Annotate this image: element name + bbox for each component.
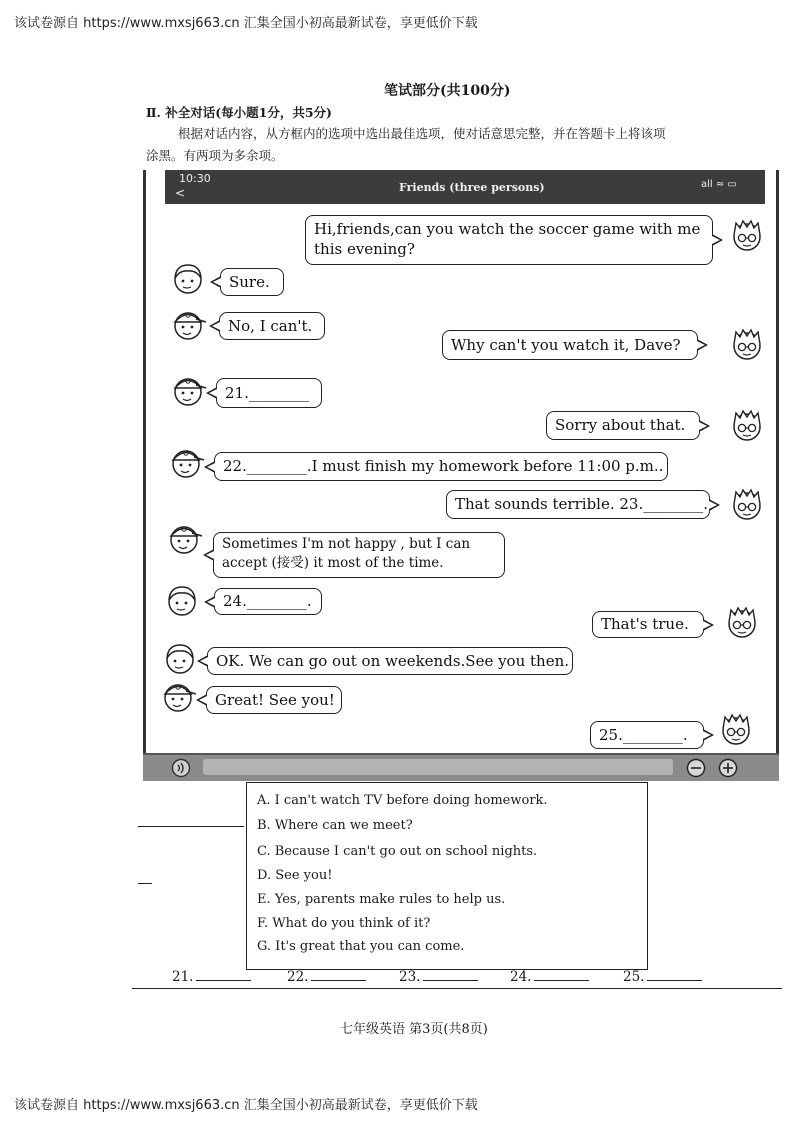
bubble-text: this evening? bbox=[314, 240, 415, 258]
avatar-glasses bbox=[716, 707, 756, 751]
back-icon[interactable]: < bbox=[175, 186, 186, 200]
chat-bubble bbox=[214, 588, 322, 615]
bubble-text: 21.________ bbox=[225, 384, 309, 402]
avatar-glasses bbox=[722, 600, 762, 644]
answer-label: 24. bbox=[510, 969, 532, 985]
chat-bubble bbox=[446, 490, 710, 519]
bubble-text: Sometimes I'm not happy , but I can bbox=[222, 536, 471, 552]
phone-input-bar bbox=[143, 753, 779, 781]
bubble-text: Sorry about that. bbox=[555, 416, 686, 434]
bubble-text: That's true. bbox=[601, 615, 689, 633]
bubble-text: 22.________.I must finish my homework before 11:00 p.m.. bbox=[223, 457, 664, 475]
bubble-text: Sure. bbox=[229, 273, 270, 291]
avatar-cap bbox=[158, 674, 198, 718]
option-e: E. Yes, parents make rules to help us. bbox=[257, 892, 506, 907]
answer-blank[interactable] bbox=[287, 968, 366, 985]
option-b: B. Where can we meet? bbox=[257, 818, 413, 833]
bubble-text: accept (接受) it most of the time. bbox=[222, 555, 444, 571]
chat-bubble bbox=[214, 452, 668, 481]
emoji-icon[interactable] bbox=[686, 758, 706, 778]
bubble-text: Why can't you watch it, Dave? bbox=[451, 336, 681, 354]
bubble-text: Hi,friends,can you watch the soccer game with me bbox=[314, 220, 701, 238]
chat-bubble bbox=[213, 532, 505, 578]
answer-label: 22. bbox=[287, 969, 309, 985]
page-footer: 七年级英语 第3页(共8页) bbox=[340, 1022, 488, 1037]
watermark-bottom: 该试卷源自 https://www.mxsj663.cn 汇集全国小初高最新试卷，享更低价下载 bbox=[14, 1098, 478, 1113]
avatar-hair bbox=[162, 578, 202, 622]
bubble-text: No, I can't. bbox=[228, 317, 313, 335]
avatar-glasses bbox=[727, 213, 767, 257]
option-a: A. I can't watch TV before doing homework. bbox=[257, 793, 548, 808]
chat-title: Friends (three persons) bbox=[399, 181, 545, 194]
bubble-text: OK. We can go out on weekends.See you then. bbox=[216, 652, 570, 670]
avatar-glasses bbox=[727, 482, 767, 526]
avatar-cap bbox=[168, 368, 208, 412]
bubble-text: 25.________. bbox=[599, 726, 688, 744]
option-c: C. Because I can't go out on school nights. bbox=[257, 844, 538, 859]
avatar-cap bbox=[164, 516, 204, 560]
divider bbox=[132, 988, 782, 989]
instruction-line2: 涂黑。有两项为多余项。 bbox=[146, 148, 284, 163]
avatar-cap bbox=[168, 302, 208, 346]
divider bbox=[138, 883, 152, 884]
answer-blank[interactable] bbox=[623, 968, 702, 985]
status-icons: all ≈ ▭ bbox=[701, 179, 737, 190]
answer-blank[interactable] bbox=[172, 968, 251, 985]
answer-blank[interactable] bbox=[399, 968, 478, 985]
chat-bubble bbox=[442, 330, 698, 360]
divider bbox=[138, 826, 244, 827]
message-input[interactable] bbox=[203, 759, 673, 775]
phone-header bbox=[165, 170, 765, 204]
answer-blank[interactable] bbox=[510, 968, 589, 985]
answer-label: 23. bbox=[399, 969, 421, 985]
part-heading: Ⅱ. 补全对话(每小题1分，共5分) bbox=[146, 105, 332, 120]
chat-bubble bbox=[592, 611, 704, 638]
chat-bubble bbox=[219, 312, 325, 340]
chat-bubble bbox=[546, 411, 700, 440]
instruction-line1: 根据对话内容，从方框内的选项中选出最佳选项，使对话意思完整，并在答题卡上将该项 bbox=[178, 126, 666, 141]
chat-bubble bbox=[305, 215, 713, 265]
bubble-text: That sounds terrible. 23.________. bbox=[455, 495, 709, 513]
chat-bubble bbox=[206, 686, 342, 714]
section-title: 笔试部分(共100分) bbox=[384, 83, 511, 99]
chat-bubble bbox=[590, 721, 704, 749]
voice-icon[interactable] bbox=[171, 758, 191, 778]
avatar-glasses bbox=[727, 322, 767, 366]
bubble-text: Great! See you! bbox=[215, 691, 335, 709]
answer-label: 25. bbox=[623, 969, 645, 985]
option-d: D. See you! bbox=[257, 868, 333, 883]
chat-bubble bbox=[220, 268, 284, 296]
answer-label: 21. bbox=[172, 969, 194, 985]
options-box bbox=[246, 782, 648, 970]
option-f: F. What do you think of it? bbox=[257, 916, 431, 931]
bubble-text: 24.________. bbox=[223, 592, 312, 610]
avatar-hair bbox=[168, 256, 208, 300]
chat-bubble bbox=[216, 378, 322, 408]
avatar-glasses bbox=[727, 403, 767, 447]
phone-time: 10:30 bbox=[179, 172, 211, 185]
chat-bubble bbox=[207, 647, 573, 675]
avatar-cap bbox=[166, 440, 206, 484]
option-g: G. It's great that you can come. bbox=[257, 939, 465, 954]
watermark-top: 该试卷源自 https://www.mxsj663.cn 汇集全国小初高最新试卷，享更低价下载 bbox=[14, 16, 478, 31]
add-icon[interactable] bbox=[718, 758, 738, 778]
